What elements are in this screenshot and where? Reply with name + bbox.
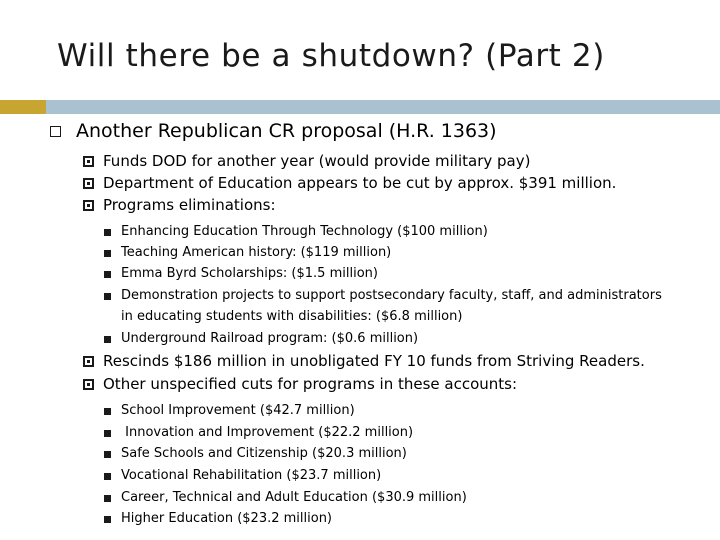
square-bullet-icon [83,178,94,189]
page-title: Will there be a shutdown? (Part 2) [57,38,605,74]
filled-square-bullet-icon [104,495,111,502]
filled-square-bullet-icon [104,250,111,257]
hollow-square-bullet-icon [50,126,61,137]
filled-square-bullet-icon [104,451,111,458]
square-bullet-icon [83,379,94,390]
filled-square-bullet-icon [104,473,111,480]
filled-square-bullet-icon [104,408,111,415]
list-item: Career, Technical and Adult Education ($30.9 million) [121,490,467,505]
list-item: Higher Education ($23.2 million) [121,511,333,526]
list-item: Safe Schools and Citizenship ($20.3 million) [121,446,407,461]
square-bullet-icon [83,156,94,167]
filled-square-bullet-icon [104,336,111,343]
title-divider-bar [46,100,720,114]
list-item-continuation: in educating students with disabilities: ($6.8 million) [121,309,463,324]
sub-bullet-eliminations: Programs eliminations: [103,196,276,214]
list-item: Underground Railroad program: ($0.6 million) [121,331,419,346]
list-item: Vocational Rehabilitation ($23.7 million) [121,468,382,483]
list-item: Emma Byrd Scholarships: ($1.5 million) [121,266,378,281]
filled-square-bullet-icon [104,229,111,236]
title-accent-bar [0,100,46,114]
main-bullet: Another Republican CR proposal (H.R. 1363) [76,120,497,142]
square-bullet-icon [83,200,94,211]
filled-square-bullet-icon [104,516,111,523]
list-item: Innovation and Improvement ($22.2 million) [121,425,414,440]
sub-bullet-education-cut: Department of Education appears to be cut by approx. $391 million. [103,174,617,192]
list-item: Demonstration projects to support postsecondary faculty, staff, and administrators [121,288,662,303]
list-item: School Improvement ($42.7 million) [121,403,355,418]
filled-square-bullet-icon [104,271,111,278]
list-item: Teaching American history: ($119 million) [121,245,392,260]
square-bullet-icon [83,356,94,367]
sub-bullet-dod: Funds DOD for another year (would provide military pay) [103,152,531,170]
filled-square-bullet-icon [104,293,111,300]
filled-square-bullet-icon [104,430,111,437]
list-item: Enhancing Education Through Technology ($100 million) [121,224,488,239]
sub-bullet-striving-readers: Rescinds $186 million in unobligated FY 10 funds from Striving Readers. [103,352,645,370]
sub-bullet-other-cuts: Other unspecified cuts for programs in these accounts: [103,375,518,393]
